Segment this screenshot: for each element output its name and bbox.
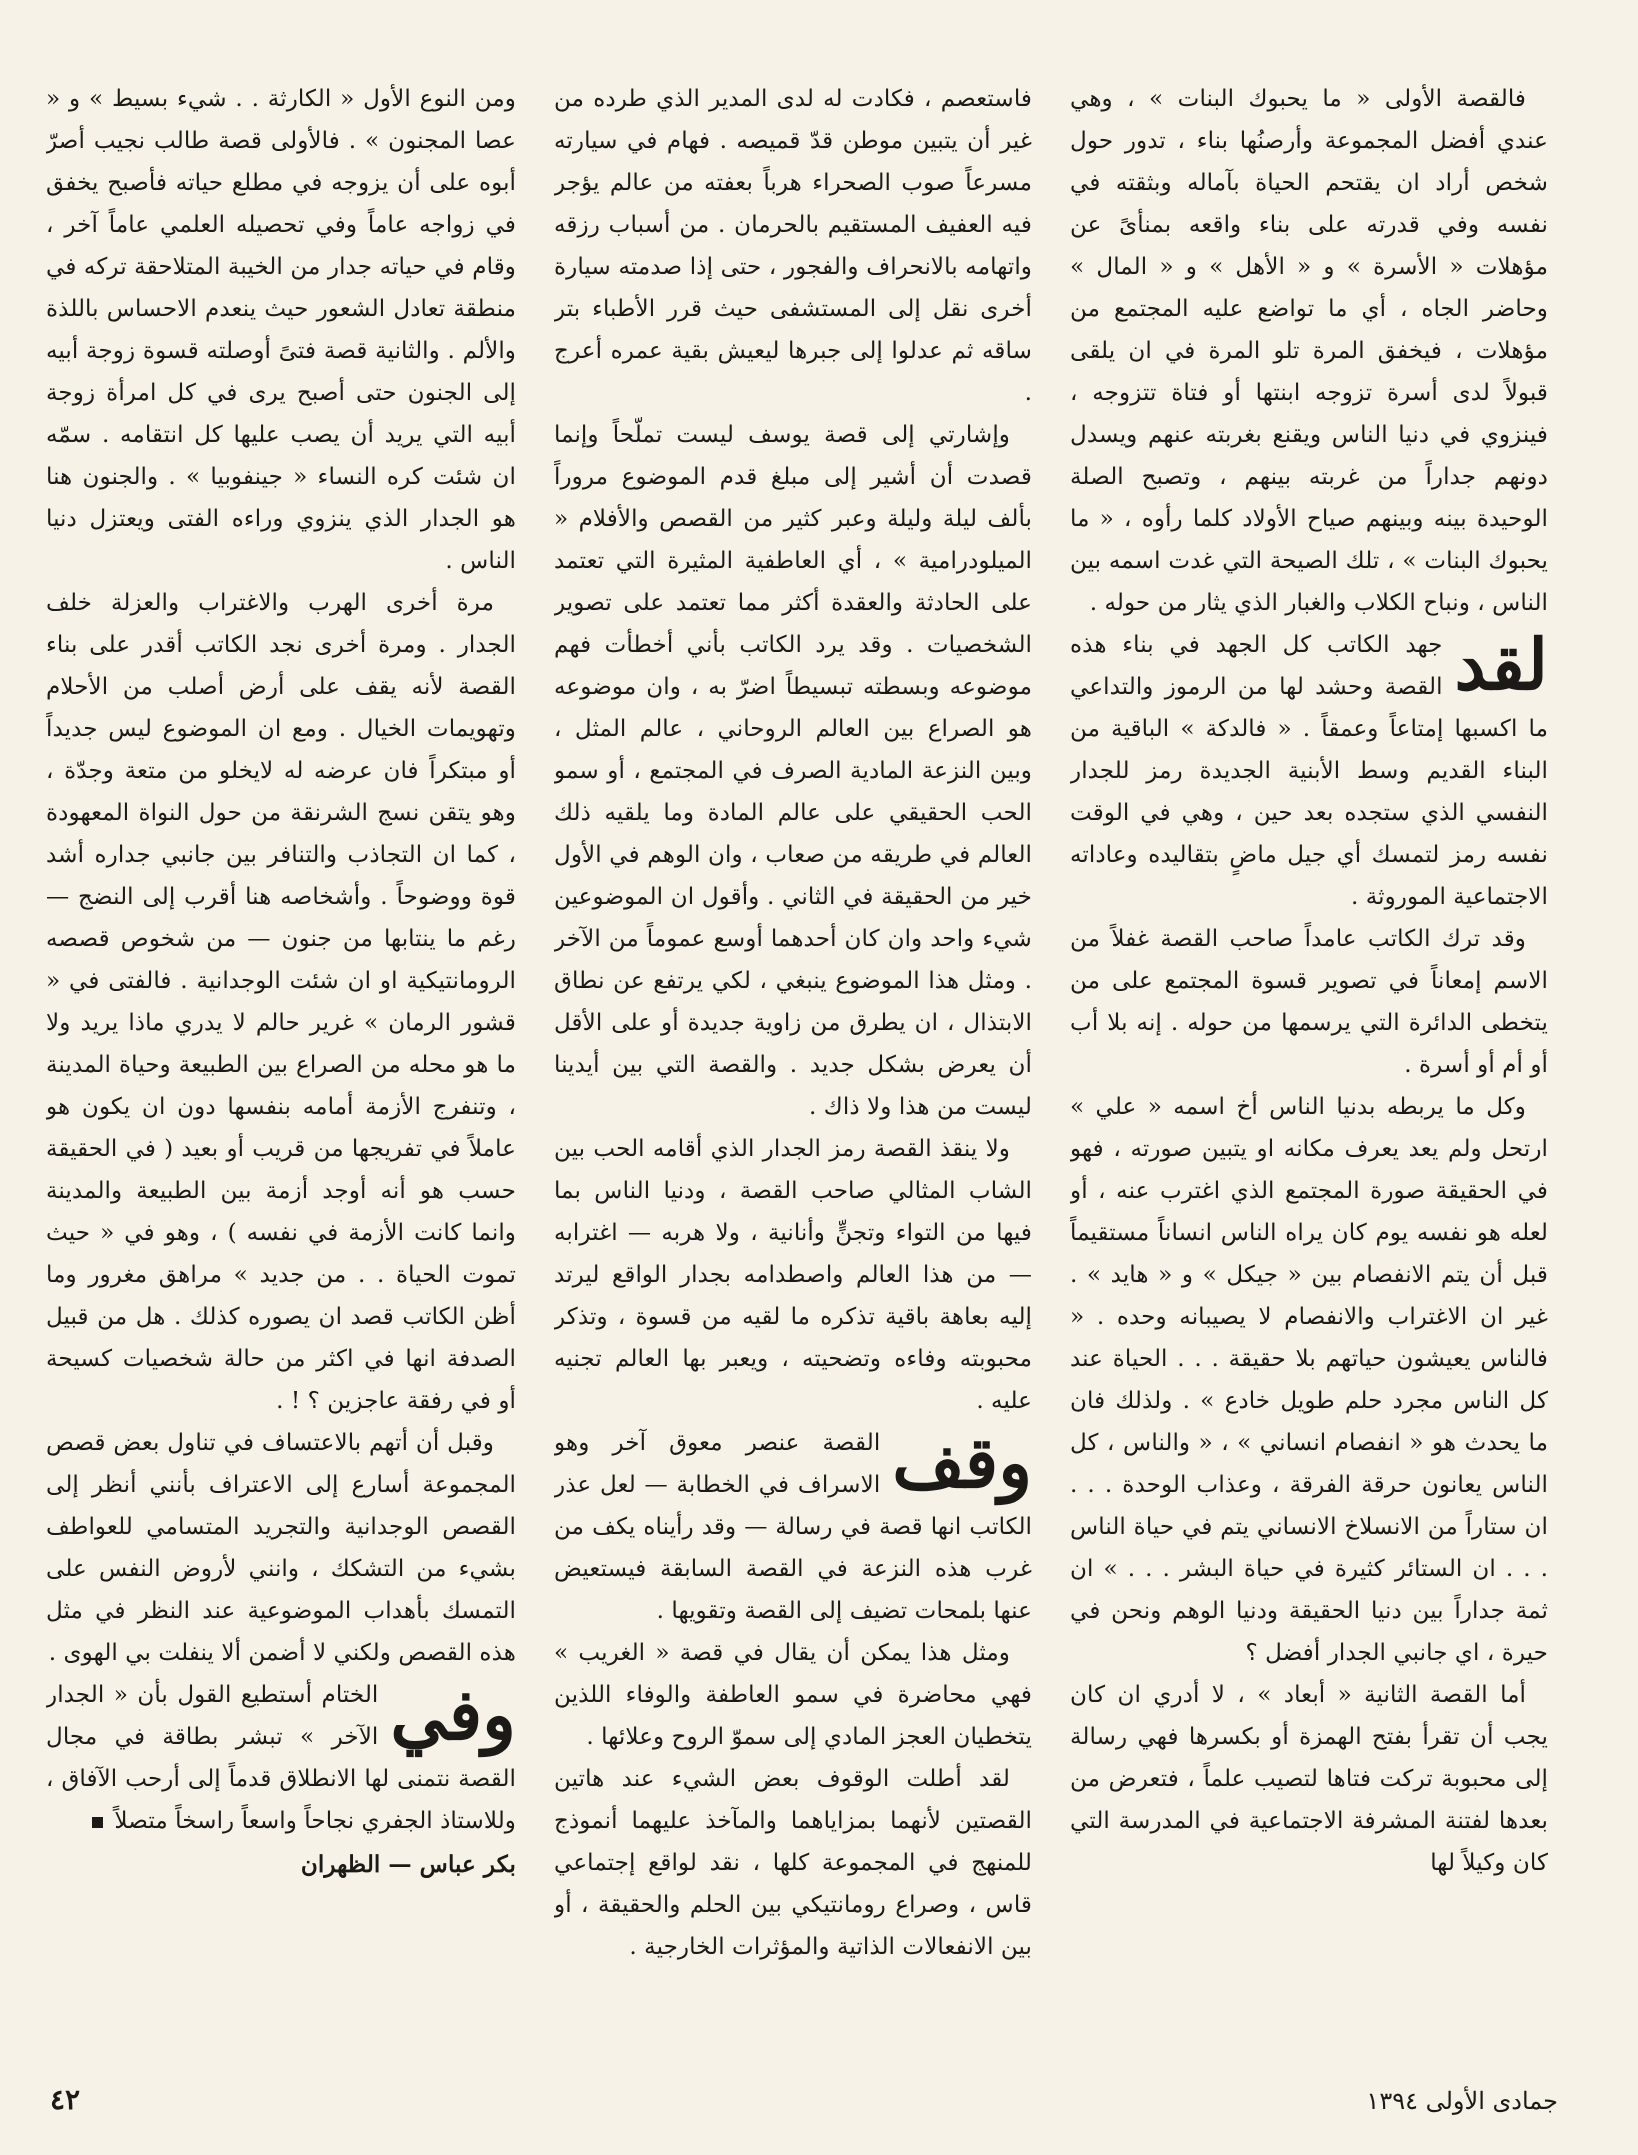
paragraph: ومثل هذا يمكن أن يقال في قصة « الغريب » فهي محاضرة في سمو العاطفة والوفاء اللذين يتخطيان العجز المادي إلى سموّ الروح وعلائها . <box>554 1639 1032 1750</box>
column-right <box>1070 78 1548 2068</box>
paragraph: لقد أطلت الوقوف بعض الشيء عند هاتين القصتين لأنهما بمزاياهما والمآخذ عليهما أنموذج للمنهج في المجموعة كلها ، نقد لواقع إجتماعي قاس ، وصراع رومانتيكي بين الحلم والحقيقة ، أو بين الانفعالات الذاتية والمؤثرات الخارجية . <box>554 1765 1032 1960</box>
paragraph-text: الختام أستطيع القول بأن « الجدار الآخر » تبشر بطاقة في مجال القصة نتمنى لها الانطلاق قدماً إلى أرحب الآفاق ، وللاستاذ الجفري نجاحاً واسعاً راسخاً متصلاً <box>46 1681 516 1834</box>
column-left <box>46 78 516 2068</box>
paragraph: وقد ترك الكاتب عامداً صاحب القصة غفلاً من الاسم إمعاناً في تصوير قسوة المجتمع على من يتخطى الدائرة التي يرسمها من حوله . إنه بلا أب أو أم أو أسرة . <box>1070 925 1548 1078</box>
paragraph-with-dropcap <box>1070 624 1548 918</box>
paragraph-with-dropcap <box>554 1422 1032 1632</box>
dropcap: وفي <box>390 1673 516 1756</box>
paragraph: فالقصة الأولى « ما يحبوك البنات » ، وهي عندي أفضل المجموعة وأرصنُها بناء ، تدور حول شخص أراد ان يقتحم الحياة بآماله وبثقته في نفسه وفي قدرته على بناء واقعه بمنأىً عن مؤهلات « الأسرة » و « الأهل » و « المال » وحاضر الجاه ، أي ما تواضع عليه المجتمع من مؤهلات ، فيخفق المرة تلو المرة في ان يلقى قبولاً لدى أسرة تزوجه ابنتها أو فتاة تتزوجه ، فينزوي في دنيا الناس ويقنع بغربته عنهم ويسدل دونهم جداراً من غربته بينهم ، وتصبح الصلة الوحيدة بينه وبينهم صياح الأولاد كلما رأوه ، « ما يحبوك البنات » ، تلك الصيحة التي غدت اسمه بين الناس ، ونباح الكلاب والغبار الذي يثار من حوله . <box>1070 85 1548 616</box>
paragraph-text: جهد الكاتب كل الجهد في بناء هذه القصة وحشد لها من الرموز والتداعي ما اكسبها إمتاعاً وعمقاً . « فالدكة » الباقية من البناء القديم وسط الأبنية الجديدة رمز للجدار النفسي الذي ستجده بعد حين ، وهي في الوقت نفسه رمز لتمسك أي جيل ماضٍ بتقاليده وعاداته الاجتماعية الموروثة . <box>1070 631 1548 910</box>
paragraph: وكل ما يربطه بدنيا الناس أخ اسمه « علي » ارتحل ولم يعد يعرف مكانه او يتبين صورته ، فهو في الحقيقة صورة المجتمع الذي اغترب عنه ، أو لعله هو نفسه يوم كان يراه الناس انساناً مستقيماً قبل أن يتم الانفصام بين « جيكل » و « هايد » . غير ان الاغتراب والانفصام لا يصيبانه وحده . « فالناس يعيشون حياتهم بلا حقيقة . . . الحياة عند كل الناس مجرد حلم طويل خادع » . ولذلك فان ما يحدث هو « انفصام انساني » ، « والناس ، كل الناس يعانون حرقة الفرقة ، وعذاب الوحدة . . . ان ستاراً من الانسلاخ الانساني يتم في حياة الناس . . . ان الستائر كثيرة في حياة البشر . . . » ان ثمة جداراً بين دنيا الحقيقة ودنيا الوهم ونحن في حيرة ، اي جانبي الجدار أفضل ؟ <box>1070 1093 1548 1666</box>
dropcap: لقد <box>1454 623 1548 706</box>
paragraph: ومن النوع الأول « الكارثة . . شيء بسيط » و « عصا المجنون » . فالأولى قصة طالب نجيب أصرّ أبوه على أن يزوجه في مطلع حياته فأصبح يخفق في زواجه عاماً وفي تحصيله العلمي عاماً آخر ، وقام في حياته جدار من الخيبة المتلاحقة تركه في منطقة تعادل الشعور حيث ينعدم الاحساس باللذة والألم . والثانية قصة فتىً أوصلته قسوة زوجة أبيه إلى الجنون حتى أصبح يرى في كل امرأة زوجة أبيه التي يريد أن يصب عليها كل انتقامه . سمّه ان شئت كره النساء « جينفوبيا » . والجنون هنا هو الجدار الذي ينزوي وراءه الفتى ويعتزل دنيا الناس . <box>46 85 516 574</box>
paragraph: فاستعصم ، فكادت له لدى المدير الذي طرده من غير أن يتبين موطن قدّ قميصه . فهام في سيارته مسرعاً صوب الصحراء هرباً بعفته من عالم يؤجر فيه العفيف المستقيم بالحرمان . من أسباب رزقه واتهامه بالانحراف والفجور ، حتى إذا صدمته سيارة أخرى نقل إلى المستشفى حيث قرر الأطباء بتر ساقه ثم عدلوا إلى جبرها ليعيش بقية عمره أعرج . <box>554 85 1032 406</box>
paragraph-text: القصة عنصر معوق آخر وهو الاسراف في الخطابة — لعل عذر الكاتب انها قصة في رسالة — وقد رأيناه يكف من غرب هذه النزعة في القصة السابقة فيستعيض عنها بلمحات تضيف إلى القصة وتقويها . <box>554 1429 1032 1624</box>
paragraph: أما القصة الثانية « أبعاد » ، لا أدري ان كان يجب أن تقرأ بفتح الهمزة أو بكسرها فهي رسالة إلى محبوبة تركت فتاها لتصيب علماً ، فتعرض من بعدها لفتنة المشرفة الاجتماعية في المدرسة التي كان وكيلاً لها <box>1070 1681 1548 1876</box>
paragraph-with-dropcap <box>46 1674 516 1842</box>
end-mark-icon <box>92 1817 103 1828</box>
paragraph: وقبل أن أتهم بالاعتساف في تناول بعض قصص المجموعة أسارع إلى الاعتراف بأنني أنظر إلى القصص الوجدانية والتجريد المتسامي للعواطف بشيء من التشكك ، وانني لأروض النفس على التمسك بأهداب الموضوعية عند النظر في مثل هذه القصص ولكني لا أضمن ألا ينفلت بي الهوى . <box>46 1429 516 1666</box>
page-number: ٤٢ <box>50 2083 81 2116</box>
paragraph: ولا ينقذ القصة رمز الجدار الذي أقامه الحب بين الشاب المثالي صاحب القصة ، ودنيا الناس بما فيها من التواء وتجنٍّ وأنانية ، ولا هربه — اغترابه — من هذا العالم واصطدامه بجدار الواقع ليرتد إليه بعاهة باقية تذكره ما لقيه من قسوة ، وتذكر محبوبته وفاءه وتضحيته ، ويعبر بها العالم تجنيه عليه . <box>554 1135 1032 1414</box>
paragraph: مرة أخرى الهرب والاغتراب والعزلة خلف الجدار . ومرة أخرى نجد الكاتب أقدر على بناء القصة لأنه يقف على أرض أصلب من الأحلام وتهويمات الخيال . ومع ان الموضوع ليس جديداً أو مبتكراً فان عرضه له لايخلو من متعة وجدّة ، وهو يتقن نسج الشرنقة من حول النواة المعهودة ، كما ان التجاذب والتنافر بين جانبي جداره أشد قوة ووضوحاً . وأشخاصه هنا أقرب إلى النضج — رغم ما ينتابها من جنون — من شخوص قصصه الرومانتيكية او ان شئت الوجدانية . فالفتى في « قشور الرمان » غرير حالم لا يدري ماذا يريد ولا ما هو محله من الصراع بين الطبيعة وحياة المدينة ، وتنفرج الأزمة أمامه بنفسها دون ان يكون هو عاملاً في تفريجها من قريب أو بعيد ( في الحقيقة حسب هو أنه أوجد أزمة بين الطبيعة والمدينة وانما كانت الأزمة في نفسه ) ، وهو في « حيث تموت الحياة . . من جديد » مراهق مغرور وما أظن الكاتب قصد ان يصوره كذلك . هل من قبيل الصدفة انها في اكثر من حالة شخصيات كسيحة أو في رفقة عاجزين ؟ ! . <box>46 589 516 1414</box>
paragraph: وإشارتي إلى قصة يوسف ليست تملّحاً وإنما قصدت أن أشير إلى مبلغ قدم الموضوع مروراً بألف ليلة وليلة وعبر كثير من القصص والأفلام « الميلودرامية » ، أي العاطفية المثيرة التي تعتمد على الحادثة والعقدة أكثر مما تعتمد على تصوير الشخصيات . وقد يرد الكاتب بأني أخطأت فهم موضوعه وبسطته تبسيطاً اضرّ به ، وان موضوعه هو الصراع بين العالم الروحاني ، عالم المثل ، وبين النزعة المادية الصرف في المجتمع ، أو سمو الحب الحقيقي على عالم المادة وما يلقيه ذلك العالم في طريقه من صعاب ، وان الوهم في الأول خير من الحقيقة في الثاني . وأقول ان الموضوعين شيء واحد وان كان أحدهما أوسع عموماً من الآخر . ومثل هذا الموضوع ينبغي ، لكي يرتفع عن نطاق الابتذال ، ان يطرق من زاوية جديدة أو على الأقل أن يعرض بشكل جديد . والقصة التي بين أيدينا ليست من هذا ولا ذاك . <box>554 421 1032 1120</box>
issue-date: جمادى الأولى ١٣٩٤ <box>1366 2087 1558 2115</box>
dropcap: وقف <box>892 1421 1032 1504</box>
author-signature: بكر عباس — الظهران <box>300 1851 516 1878</box>
column-middle <box>554 78 1032 2068</box>
